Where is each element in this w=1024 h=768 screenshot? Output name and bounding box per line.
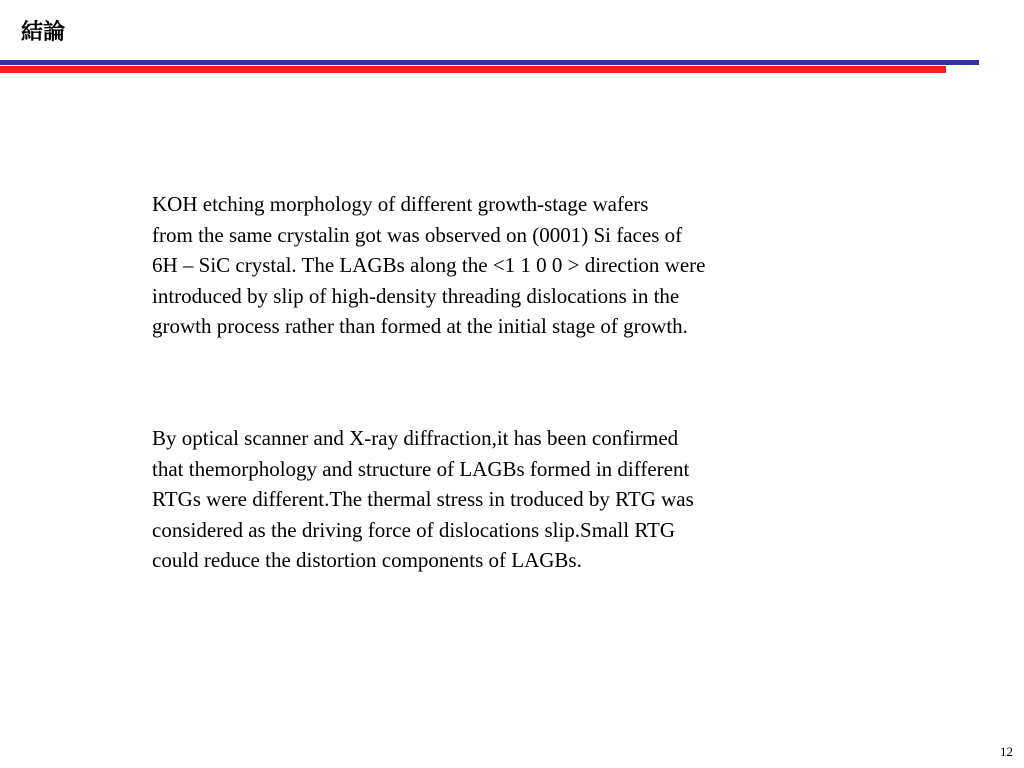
title-rule-red [0,66,946,73]
title-rule-blue [0,60,979,65]
conclusion-paragraph-1: KOH etching morphology of different growth-stage wafers from the same crystalin got was observed on (0001) Si faces of 6H – SiC crystal. The LAGBs along the <1 1 0 0 > direction were introduced by slip of high-density threading dislocations in the growth process rather than formed at the initial stage of growth. [152,192,706,338]
page-number: 12 [1000,744,1013,759]
conclusion-paragraph-2: By optical scanner and X-ray diffraction,it has been confirmed that themorphology and structure of LAGBs formed in different RTGs were different.The thermal stress in troduced by RTG was considered as the driving force of dislocations slip.Small RTG could reduce the distortion components of LAGBs. [152,426,694,572]
slide-title: 結論 [21,20,66,45]
